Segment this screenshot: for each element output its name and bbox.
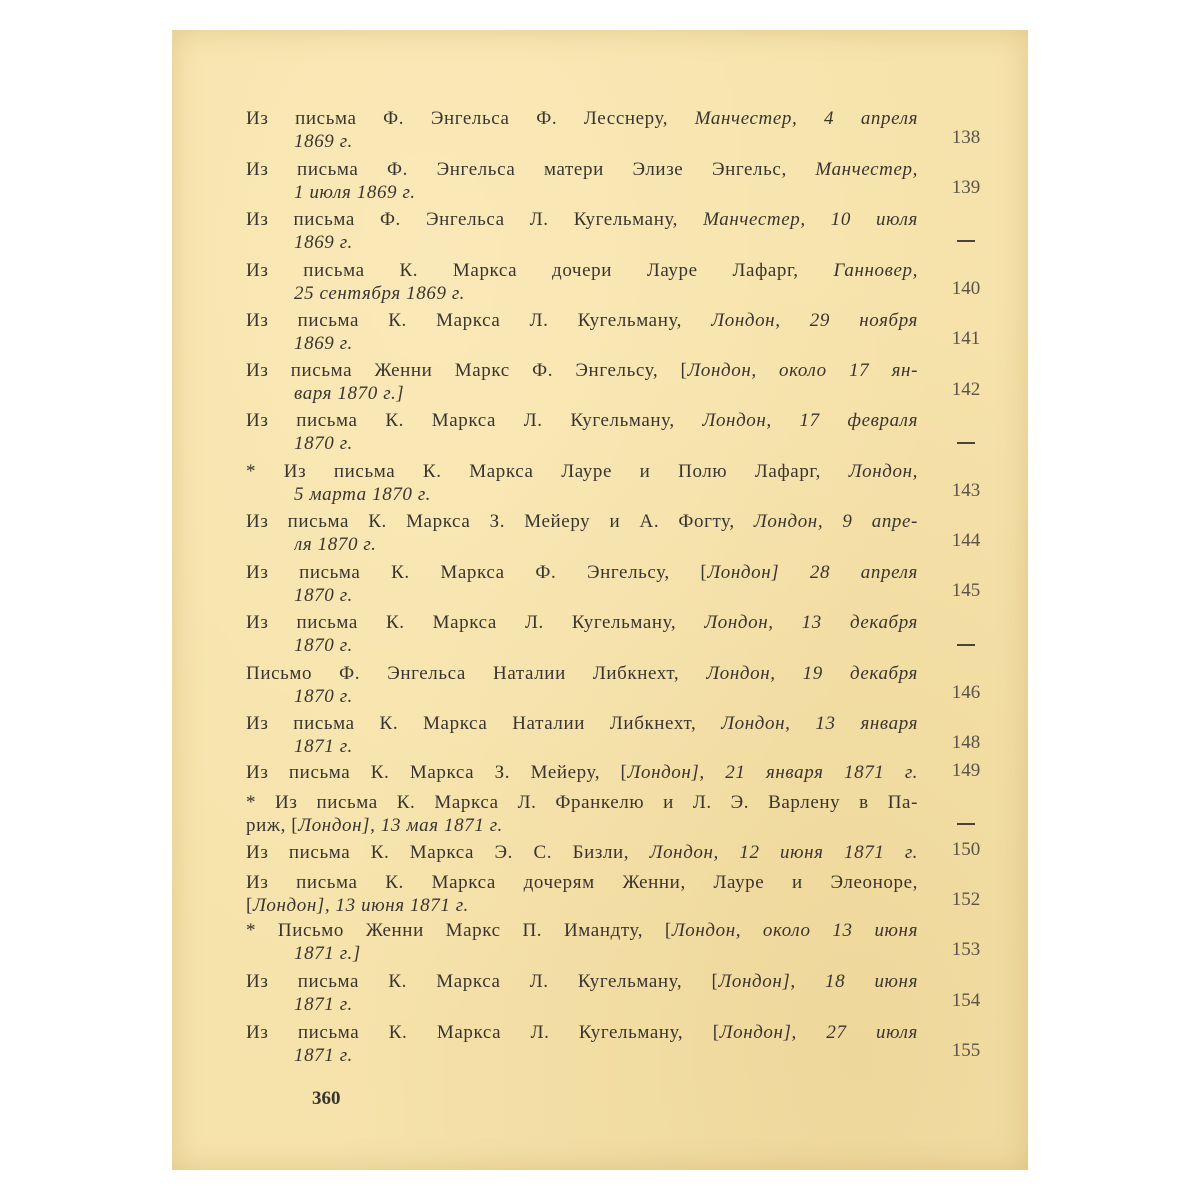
entry-continuation-italic: 1 июля 1869 г. [294, 182, 416, 203]
entry-page-number: 152 [951, 889, 981, 910]
entry-page-number: 146 [951, 682, 981, 703]
entry-place-date: Лондон], 27 июля [719, 1022, 918, 1043]
dash-mark [957, 442, 975, 444]
entry-place-date: Лондон, 13 декабря [704, 612, 918, 633]
entry-title: Из письма К. Маркса Л. Кугельману, [246, 410, 703, 431]
entry-place-date: Лондон] 28 апреля [707, 562, 918, 583]
entry-place-date: Лондон, [848, 461, 918, 482]
entry-place-date: Лондон, 29 ноября [711, 310, 918, 331]
entry-title: * Из письма К. Маркса Л. Франкелю и Л. Э. Варлену в Па- [246, 792, 918, 813]
entry-page-number: 150 [951, 839, 981, 860]
toc-entry [246, 841, 918, 865]
entry-place-date: Лондон], 21 января 1871 г. [627, 762, 918, 783]
entry-page-dash [936, 811, 996, 835]
entry-page-dash [936, 430, 996, 454]
toc-entry [246, 611, 918, 657]
entry-continuation-italic: 5 марта 1870 г. [294, 484, 431, 505]
entry-place-date: Лондон, 13 января [721, 713, 918, 734]
entry-place-date: Лондон, около 13 июня [671, 920, 918, 941]
toc-entry [246, 158, 918, 204]
entry-continuation-italic: 25 сентября 1869 г. [294, 283, 466, 304]
entry-continuation: [ [246, 895, 253, 916]
entry-continuation-italic: 1870 г. [294, 433, 353, 454]
page-number: 360 [312, 1088, 341, 1109]
entry-continuation-italic: 1871 г.] [294, 943, 361, 964]
toc-entry [246, 309, 918, 355]
entry-title: Из письма Ф. Энгельса Л. Кугельману, [246, 209, 704, 230]
entry-continuation-italic: ля 1870 г. [294, 534, 377, 555]
entry-continuation-italic: 1871 г. [294, 1045, 353, 1066]
entry-page-dash [936, 632, 996, 656]
entry-continuation-italic: 1871 г. [294, 736, 353, 757]
toc-entry [246, 107, 918, 153]
toc-entry [246, 1021, 918, 1067]
entry-title: Из письма К. Маркса Наталии Либкнехт, [246, 713, 722, 734]
entry-continuation-italic: 1869 г. [294, 333, 353, 354]
entry-title: Из письма К. Маркса Л. Кугельману, [ [246, 971, 719, 992]
entry-page-number: 153 [951, 939, 981, 960]
entry-page-number: 140 [951, 278, 981, 299]
entry-continuation-italic: Лондон], 13 июня 1871 г. [252, 895, 469, 916]
entry-continuation-italic: 1869 г. [294, 131, 353, 152]
toc-entry [246, 791, 918, 837]
entry-title: Из письма К. Маркса дочерям Женни, Лауре и Элеоноре, [246, 872, 918, 893]
toc-entry [246, 510, 918, 556]
entry-place-date: Лондон, 17 февраля [702, 410, 918, 431]
entry-place-date: Манчестер, [815, 159, 918, 180]
entry-continuation-italic: 1870 г. [294, 686, 353, 707]
entry-title: Из письма К. Маркса дочери Лауре Лафарг, [246, 260, 834, 281]
entry-title: * Письмо Женни Маркс П. Имандту, [ [246, 920, 672, 941]
entry-title: Из письма Ф. Энгельса Ф. Лесснеру, [246, 108, 695, 129]
entry-page-number: 143 [951, 480, 981, 501]
entry-page-number: 139 [951, 177, 981, 198]
toc-entry [246, 409, 918, 455]
entry-title: Из письма Женни Маркс Ф. Энгельсу, [ [246, 360, 688, 381]
entry-title: Из письма К. Маркса Л. Кугельману, [246, 310, 712, 331]
entry-page-number: 138 [951, 127, 981, 148]
entry-continuation: риж, [ [246, 815, 299, 836]
toc-entry [246, 662, 918, 708]
toc-entry [246, 761, 918, 785]
entry-continuation-italic: 1871 г. [294, 994, 353, 1015]
toc-entry [246, 919, 918, 965]
entry-title: Из письма К. Маркса Л. Кугельману, [246, 612, 705, 633]
entry-page-number: 148 [951, 732, 981, 753]
toc-list [172, 30, 1028, 1170]
entry-place-date: Лондон, 12 июня 1871 г. [649, 842, 918, 863]
entry-continuation-italic: Лондон], 13 мая 1871 г. [298, 815, 503, 836]
entry-title: Из письма К. Маркса Ф. Энгельсу, [ [246, 562, 708, 583]
toc-entry [246, 561, 918, 607]
entry-title: * Из письма К. Маркса Лауре и Полю Лафарг, [246, 461, 849, 482]
entry-continuation-italic: 1870 г. [294, 635, 353, 656]
entry-title: Из письма К. Маркса З. Мейеру, [ [246, 762, 628, 783]
book-page [172, 30, 1028, 1170]
entry-page-number: 141 [951, 328, 981, 349]
entry-continuation-italic: варя 1870 г.] [294, 383, 405, 404]
entry-page-number: 154 [951, 990, 981, 1011]
toc-entry [246, 259, 918, 305]
entry-place-date: Лондон], 18 июня [718, 971, 918, 992]
entry-page-number: 142 [951, 379, 981, 400]
dash-mark [957, 240, 975, 242]
entry-continuation-italic: 1869 г. [294, 232, 353, 253]
toc-entry [246, 970, 918, 1016]
entry-place-date: Лондон, около 17 ян- [687, 360, 918, 381]
entry-place-date: Лондон, 9 апре- [753, 511, 918, 532]
entry-title: Из письма К. Маркса Э. С. Бизли, [246, 842, 650, 863]
toc-entry [246, 460, 918, 506]
entry-title: Из письма К. Маркса Л. Кугельману, [ [246, 1022, 720, 1043]
entry-title: Из письма К. Маркса З. Мейеру и А. Фогту, [246, 511, 754, 532]
entry-place-date: Манчестер, 10 июля [703, 209, 918, 230]
entry-page-number: 144 [951, 530, 981, 551]
toc-entry [246, 871, 918, 917]
dash-mark [957, 644, 975, 646]
entry-title: Из письма Ф. Энгельса матери Элизе Энгельс, [246, 159, 816, 180]
entry-place-date: Ганновер, [833, 260, 918, 281]
entry-continuation-italic: 1870 г. [294, 585, 353, 606]
entry-page-number: 145 [951, 580, 981, 601]
toc-entry [246, 712, 918, 758]
entry-title: Письмо Ф. Энгельса Наталии Либкнехт, [246, 663, 707, 684]
dash-mark [957, 823, 975, 825]
entry-place-date: Манчестер, 4 апреля [694, 108, 918, 129]
toc-entry [246, 359, 918, 405]
entry-page-number: 149 [951, 760, 981, 781]
entry-place-date: Лондон, 19 декабря [706, 663, 918, 684]
entry-page-dash [936, 228, 996, 252]
entry-page-number: 155 [951, 1040, 981, 1061]
toc-entry [246, 208, 918, 254]
